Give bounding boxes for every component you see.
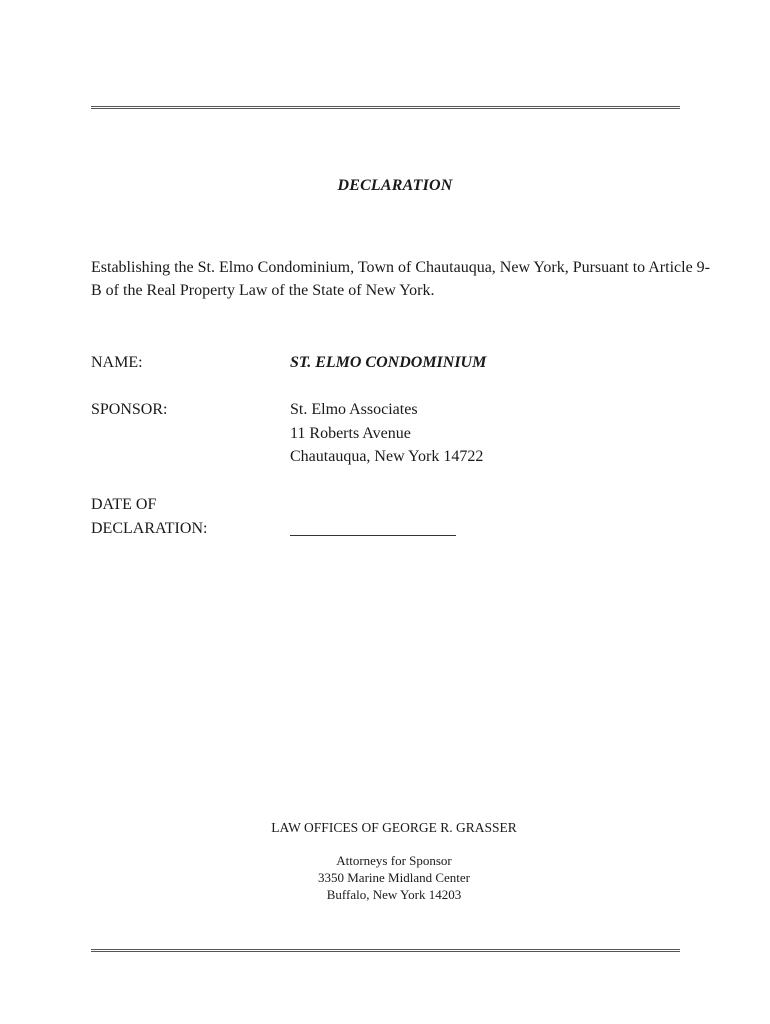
- sponsor-label: SPONSOR:: [91, 401, 168, 418]
- law-office-line: Attorneys for Sponsor: [336, 853, 452, 868]
- sponsor-line: St. Elmo Associates: [290, 401, 418, 418]
- date-of-declaration-label: [91, 493, 251, 540]
- date-of-declaration-blank: [290, 519, 456, 536]
- sponsor-address: [290, 398, 483, 469]
- date-label-line: DECLARATION:: [91, 519, 208, 537]
- sponsor-line: 11 Roberts Avenue: [290, 424, 411, 442]
- name-label: NAME:: [91, 354, 143, 371]
- law-office-line: Buffalo, New York 14203: [326, 887, 462, 902]
- law-office-name: LAW OFFICES OF GEORGE R. GRASSER: [271, 820, 517, 835]
- sponsor-line: Chautauqua, New York 14722: [290, 448, 484, 465]
- date-label-line: DATE OF: [91, 496, 157, 513]
- law-office-line: 3350 Marine Midland Center: [318, 870, 470, 885]
- top-double-rule: [91, 106, 680, 109]
- bottom-double-rule: [91, 949, 680, 952]
- intro-paragraph: Establishing the St. Elmo Condominium, Town of Chautauqua, New York, Pursuant to Article 9-B of the Real Property Law of the State of New York.: [91, 259, 710, 299]
- law-office-details: [0, 852, 770, 903]
- document-title: DECLARATION: [337, 177, 453, 194]
- name-value: ST. ELMO CONDOMINIUM: [290, 354, 487, 371]
